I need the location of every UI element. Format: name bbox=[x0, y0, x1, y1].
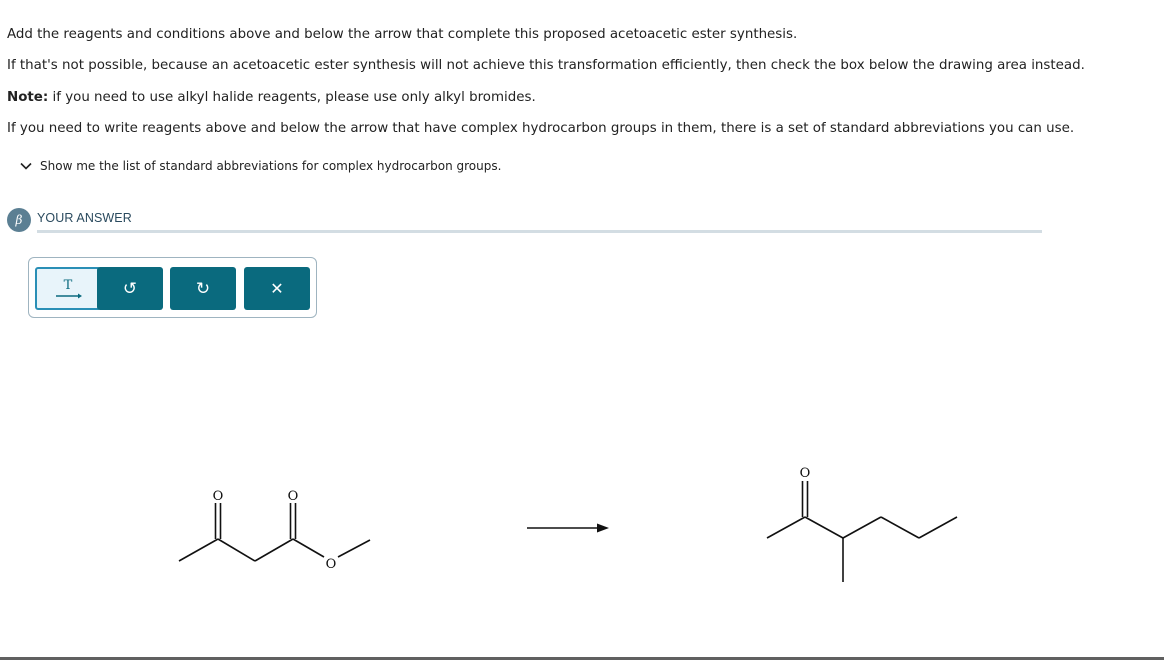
note-label: Note: bbox=[7, 90, 49, 105]
text-tool-glyph: T bbox=[63, 277, 73, 293]
product-molecule bbox=[767, 481, 957, 582]
instruction-line-2: If that's not possible, because an acetoacetic ester synthesis will not achieve this transformation efficiently, then check the box below the drawing area instead. bbox=[7, 58, 1085, 73]
answer-icon: β bbox=[7, 208, 31, 232]
your-answer-label: YOUR ANSWER bbox=[37, 211, 132, 225]
note-text: if you need to use alkyl halide reagents, please use only alkyl bromides. bbox=[48, 90, 536, 105]
redo-icon: ↻ bbox=[195, 278, 211, 299]
abbreviations-toggle-label: Show me the list of standard abbreviations for complex hydrocarbon groups. bbox=[40, 159, 502, 173]
reactant-carbonyl-o-2: O bbox=[287, 489, 299, 504]
reactant-molecule bbox=[179, 503, 370, 561]
undo-icon: ↺ bbox=[122, 278, 138, 299]
close-icon: ✕ bbox=[270, 279, 284, 298]
reactant-ester-o: O bbox=[325, 557, 337, 572]
instruction-line-4: If you need to write reagents above and below the arrow that have complex hydrocarbon groups in them, there is a set of standard abbreviations you can use. bbox=[7, 121, 1075, 136]
reactant-carbonyl-o-1: O bbox=[212, 489, 224, 504]
instruction-line-1: Add the reagents and conditions above and below the arrow that complete this proposed acetoacetic ester synthesis. bbox=[7, 27, 798, 42]
product-carbonyl-o: O bbox=[799, 466, 811, 481]
reaction-arrow[interactable] bbox=[527, 524, 609, 533]
